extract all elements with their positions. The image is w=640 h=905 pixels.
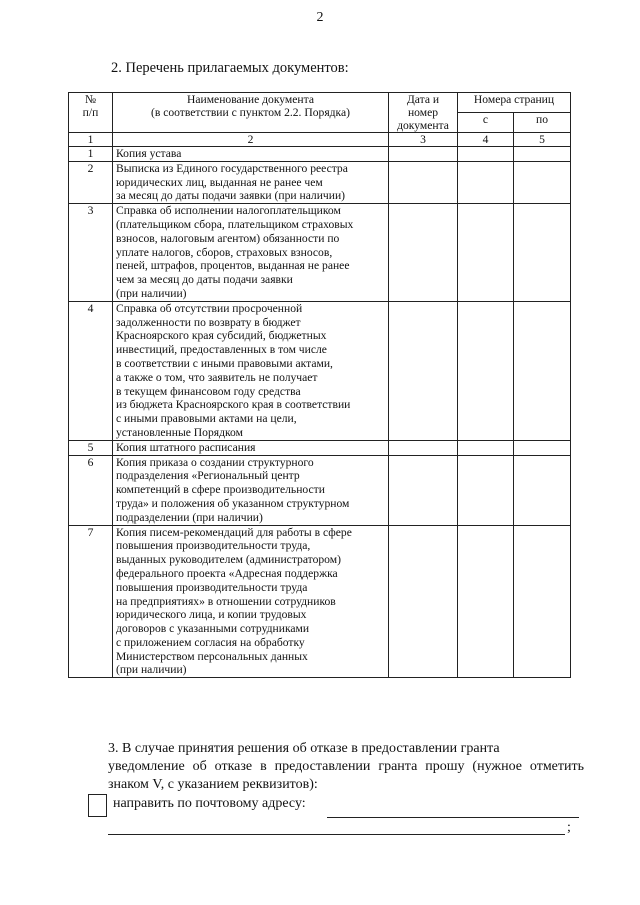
page-from-cell[interactable]	[458, 455, 514, 525]
column-number: 3	[389, 133, 458, 147]
section-title: 2. Перечень прилагаемых документов:	[111, 60, 349, 76]
page-to-cell[interactable]	[514, 525, 571, 678]
row-number: 4	[69, 301, 113, 440]
date-cell[interactable]	[389, 440, 458, 455]
page-number: 2	[316, 10, 324, 25]
page-from-cell[interactable]	[458, 440, 514, 455]
document-name: Справка об исполнении налогоплательщиком (плательщиком сбора, плательщиком страховых взносов, налоговым агентом) обязанности по уплате налогов, сборов, страховых взносов, пеней, штрафов, процентов, выданная не ранее чем за месяц до даты подачи заявки (при наличии)	[113, 204, 389, 302]
row-number: 3	[69, 204, 113, 302]
page-from-cell[interactable]	[458, 161, 514, 203]
document-name: Копия штатного расписания	[113, 440, 389, 455]
document-name: Копия писем-рекомендаций для работы в сфере повышения производительности труда, выданных руководителем (администратором) федерального проекта «Адресная поддержка повышения производительности труда на предприятиях» в отношении сотрудников юридического лица, и копии трудовых договоров с указанными сотрудниками с приложением согласия на обработку Министерством персональных данных (при наличии)	[113, 525, 389, 678]
table-row	[69, 204, 571, 302]
date-cell[interactable]	[389, 204, 458, 302]
header-name: Наименование документа (в соответствии с пунктом 2.2. Порядка)	[113, 93, 389, 133]
documents-table	[68, 92, 571, 678]
column-number: 4	[458, 133, 514, 147]
row-number: 6	[69, 455, 113, 525]
page-to-cell[interactable]	[514, 204, 571, 302]
header-date: Дата и номер документа	[389, 93, 458, 133]
header-pages-from: с	[458, 113, 514, 133]
table-row	[69, 147, 571, 162]
document-name: Выписка из Единого государственного реестра юридических лиц, выданная не ранее чем за месяц до даты подачи заявки (при наличии)	[113, 161, 389, 203]
table-row	[69, 455, 571, 525]
header-num: № п/п	[69, 93, 113, 133]
postal-address-line[interactable]	[327, 817, 579, 818]
document-name: Копия устава	[113, 147, 389, 162]
page-from-cell[interactable]	[458, 301, 514, 440]
date-cell[interactable]	[389, 301, 458, 440]
table-row	[69, 161, 571, 203]
date-cell[interactable]	[389, 161, 458, 203]
postal-address-line-2[interactable]	[108, 834, 565, 835]
page-to-cell[interactable]	[514, 455, 571, 525]
mail-option-label: направить по почтовому адресу:	[113, 796, 306, 811]
page-to-cell[interactable]	[514, 161, 571, 203]
page-from-cell[interactable]	[458, 525, 514, 678]
page-from-cell[interactable]	[458, 204, 514, 302]
header-pages-to: по	[514, 113, 571, 133]
row-number: 7	[69, 525, 113, 678]
date-cell[interactable]	[389, 525, 458, 678]
page-to-cell[interactable]	[514, 147, 571, 162]
row-number: 2	[69, 161, 113, 203]
table-row	[69, 525, 571, 678]
paragraph-3-first-line: 3. В случае принятия решения об отказе в предоставлении гранта	[108, 741, 500, 756]
row-number: 5	[69, 440, 113, 455]
column-number: 1	[69, 133, 113, 147]
document-name: Копия приказа о создании структурного подразделения «Региональный центр компетенций в сфере производительности труда» и положения об указанном структурном подразделении (при наличии)	[113, 455, 389, 525]
page-to-cell[interactable]	[514, 301, 571, 440]
row-number: 1	[69, 147, 113, 162]
header-pages: Номера страниц	[458, 93, 571, 113]
table-row	[69, 440, 571, 455]
column-numbers-row	[69, 133, 571, 147]
paragraph-3-text: уведомление об отказе в предоставлении гранта прошу (нужное отметить знаком V, с указанием реквизитов):	[108, 759, 584, 792]
page-from-cell[interactable]	[458, 147, 514, 162]
date-cell[interactable]	[389, 147, 458, 162]
column-number: 5	[514, 133, 571, 147]
column-number: 2	[113, 133, 389, 147]
table-row	[69, 301, 571, 440]
document-name: Справка об отсутствии просроченной задолженности по возврату в бюджет Красноярского края субсидий, бюджетных инвестиций, предоставленных в том числе в соответствии с иными правовыми актами, а также о том, что заявитель не получает в текущем финансовом году средства из бюджета Красноярского края в соответствии с иными правовыми актами на цели, установленные Порядком	[113, 301, 389, 440]
date-cell[interactable]	[389, 455, 458, 525]
address-terminator: ;	[567, 820, 571, 835]
page-to-cell[interactable]	[514, 440, 571, 455]
mail-option-checkbox[interactable]	[88, 794, 107, 817]
